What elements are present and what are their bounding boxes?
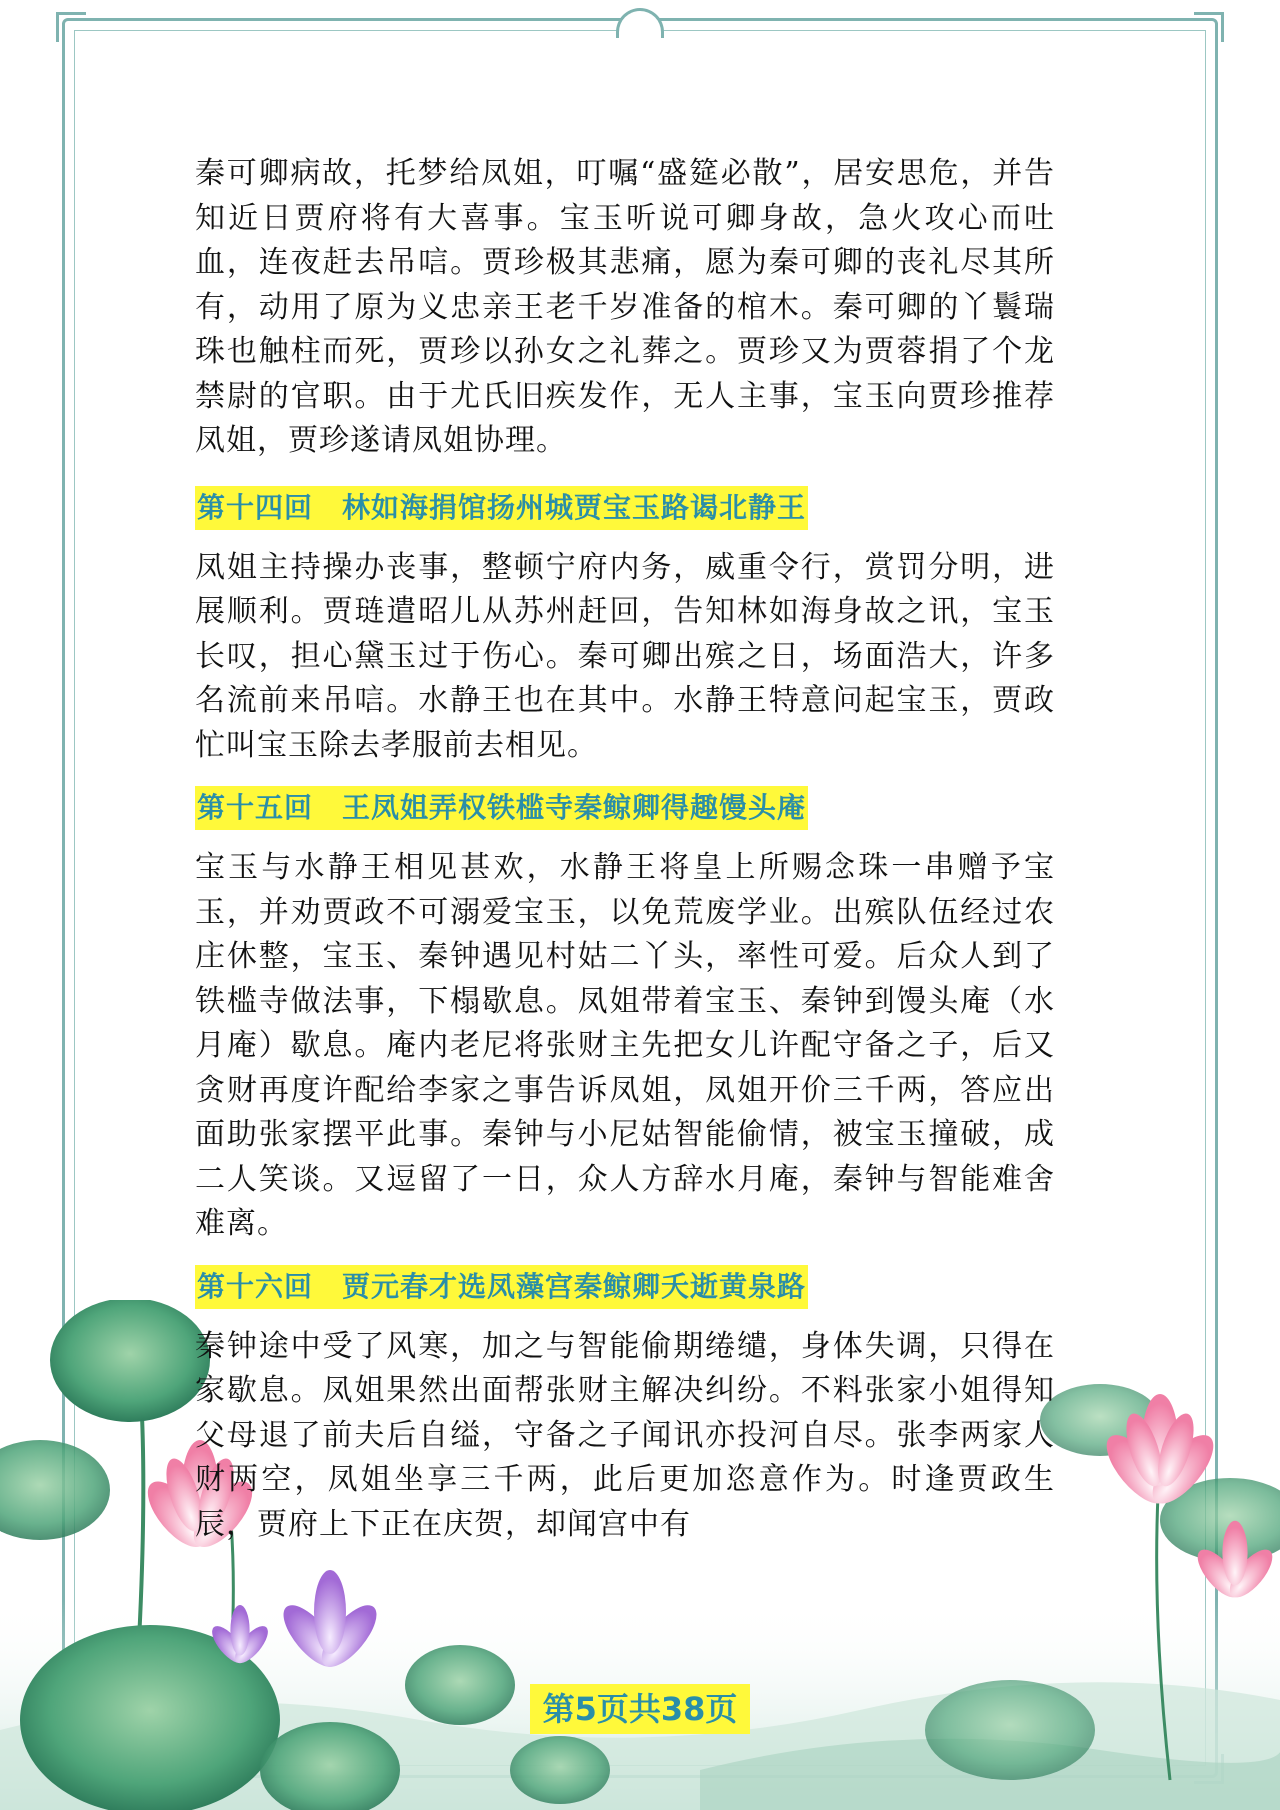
chapter-heading-text: 第十六回 贾元春才选凤藻宫秦鲸卿夭逝黄泉路 bbox=[195, 1265, 808, 1309]
chapter-heading bbox=[195, 486, 1055, 530]
paragraph: 秦可卿病故，托梦给凤姐，叮嘱“盛筵必散”，居安思危，并告知近日贾府将有大喜事。宝玉听说可卿身故，急火攻心而吐血，连夜赶去吊唁。贾珍极其悲痛，愿为秦可卿的丧礼尽其所有，动用了原为义忠亲王老千岁准备的棺木。秦可卿的丫鬟瑞珠也触柱而死，贾珍以孙女之礼葬之。贾珍又为贾蓉捐了个龙禁尉的官职。由于尤氏旧疾发作，无人主事，宝玉向贾珍推荐凤姐，贾珍遂请凤姐协理。 bbox=[195, 156, 1055, 458]
lotus-leaf bbox=[925, 1680, 1095, 1780]
page-number-footer: 第5页共38页 bbox=[530, 1684, 750, 1734]
lotus-leaf bbox=[0, 1440, 110, 1540]
paragraph: 秦钟途中受了风寒，加之与智能偷期绻缱，身体失调，只得在家歇息。凤姐果然出面帮张财主解决纠纷。不料张家小姐得知父母退了前夫后自缢，守备之子闻讯亦投河自尽。张李两家人财两空，凤姐坐享三千两，此后更加恣意作为。时逢贾政生辰，贾府上下正在庆贺，却闻宫中有 bbox=[195, 1328, 1055, 1542]
chapter-heading-text: 第十四回 林如海捐馆扬州城贾宝玉路谒北静王 bbox=[195, 486, 808, 530]
document-body bbox=[195, 152, 1055, 1547]
paragraph: 凤姐主持操办丧事，整顿宁府内务，威重令行，赏罚分明，进展顺利。贾琏遣昭儿从苏州赶回，告知林如海身故之讯，宝玉长叹，担心黛玉过于伤心。秦可卿出殡之日，场面浩大，许多名流前来吊唁。水静王也在其中。水静王特意问起宝玉，贾政忙叫宝玉除去孝服前去相见。 bbox=[195, 549, 1055, 763]
frame-notch bbox=[616, 8, 664, 38]
lotus-leaf bbox=[405, 1645, 515, 1725]
chapter-heading bbox=[195, 786, 1055, 830]
chapter-heading-text: 第十五回 王凤姐弄权铁槛寺秦鲸卿得趣馒头庵 bbox=[195, 786, 808, 830]
frame-corner bbox=[56, 12, 86, 42]
lotus-leaf bbox=[50, 1300, 210, 1422]
frame-corner bbox=[1194, 12, 1224, 42]
lotus-leaf bbox=[510, 1736, 610, 1804]
chapter-heading bbox=[195, 1265, 1055, 1309]
paragraph: 宝玉与水静王相见甚欢，水静王将皇上所赐念珠一串赠予宝玉，并劝贾政不可溺爱宝玉，以免荒废学业。出殡队伍经过农庄休整，宝玉、秦钟遇见村姑二丫头，率性可爱。后众人到了铁槛寺做法事，下榻歇息。凤姐带着宝玉、秦钟到馒头庵（水月庵）歇息。庵内老尼将张财主先把女儿许配守备之子，后又贪财再度许配给李家之事告诉凤姐，凤姐开价三千两，答应出面助张家摆平此事。秦钟与小尼姑智能偷情，被宝玉撞破，成二人笑谈。又逗留了一日，众人方辞水月庵，秦钟与智能难舍难离。 bbox=[195, 850, 1055, 1241]
